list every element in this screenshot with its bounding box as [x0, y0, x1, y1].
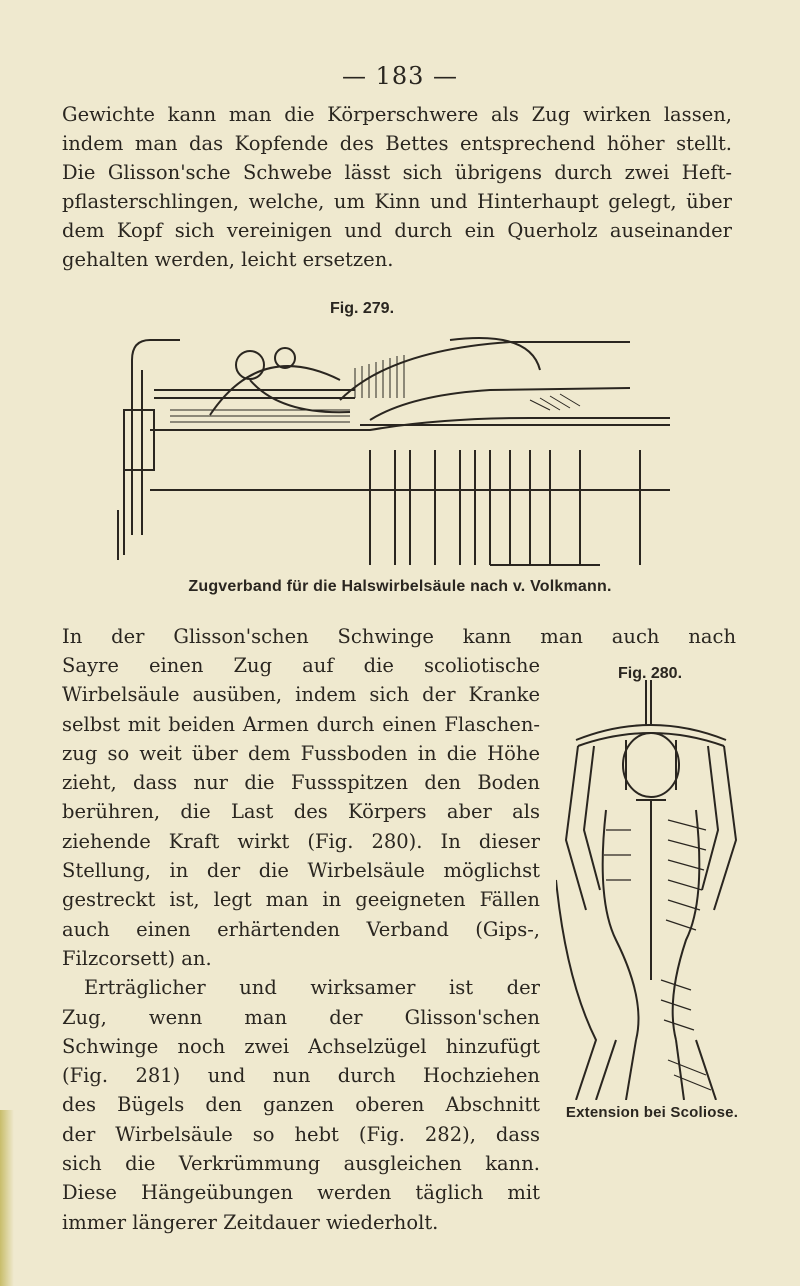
figure-279-illustration — [110, 320, 690, 570]
figure-279-label: Fig. 279. — [330, 300, 395, 317]
text-line: gestreckt ist, legt man in geeigneten Fällen — [62, 888, 540, 912]
page-edge-stain — [0, 1110, 14, 1286]
text-line: der Wirbelsäule so hebt (Fig. 282), dass — [62, 1122, 540, 1146]
text-line: berühren, die Last des Körpers aber als — [62, 800, 540, 824]
text-line: pflasterschlingen, welche, um Kinn und Hinterhaupt gelegt, über — [62, 190, 732, 213]
text-line: des Bügels den ganzen oberen Abschnitt — [62, 1093, 540, 1117]
text-line: indem man das Kopfende des Bettes entsprechend höher stellt. — [62, 132, 732, 155]
paragraph-1 — [62, 100, 732, 274]
text-line: Wirbelsäule ausüben, indem sich der Kranke — [62, 683, 540, 707]
text-line: (Fig. 281) und nun durch Hochziehen — [62, 1064, 540, 1088]
text-line: Schwinge noch zwei Achselzügel hinzufügt — [62, 1034, 540, 1058]
text-line: ziehende Kraft wirkt (Fig. 280). In dieser — [62, 829, 540, 853]
text-line: gehalten werden, leicht ersetzen. — [62, 248, 394, 271]
text-line: Sayre einen Zug auf die scoliotische — [62, 654, 540, 677]
page-number: — 183 — — [341, 62, 459, 90]
text-line: Stellung, in der die Wirbelsäule möglichst — [62, 859, 540, 883]
text-line: Gewichte kann man die Körperschwere als Zug wirken lassen, — [62, 103, 732, 126]
text-line: sich die Verkrümmung ausgleichen kann. — [62, 1152, 540, 1176]
text-line: Die Glisson'sche Schwebe lässt sich übrigens durch zwei Heft- — [62, 161, 732, 184]
text-line: Filzcorsett) an. — [62, 946, 212, 970]
text-line: selbst mit beiden Armen durch einen Flaschen- — [62, 712, 540, 736]
text-line: zug so weit über dem Fussboden in die Höhe — [62, 741, 540, 765]
text-line: Erträglicher und wirksamer ist der — [84, 976, 540, 1000]
text-line: Diese Hängeübungen werden täglich mit — [62, 1181, 540, 1205]
figure-280-caption: Extension bei Scoliose. — [565, 1104, 739, 1121]
text-line: immer längerer Zeitdauer wiederholt. — [62, 1210, 439, 1234]
paragraph-2-lead: In der Glisson'schen Schwinge kann man auch nach — [62, 625, 736, 648]
figure-279-caption: Zugverband für die Halswirbelsäule nach v. Volkmann. — [188, 578, 612, 595]
figure-280-illustration — [556, 680, 746, 1100]
text-line: Zug, wenn man der Glisson'schen — [62, 1005, 540, 1029]
text-line: auch einen erhärtenden Verband (Gips-, — [62, 917, 540, 941]
figure-280-label: Fig. 280. — [618, 665, 683, 682]
text-line: dem Kopf sich vereinigen und durch ein Querholz auseinander — [62, 219, 732, 242]
text-line: zieht, dass nur die Fussspitzen den Boden — [62, 771, 540, 795]
left-column-text — [62, 651, 540, 1237]
